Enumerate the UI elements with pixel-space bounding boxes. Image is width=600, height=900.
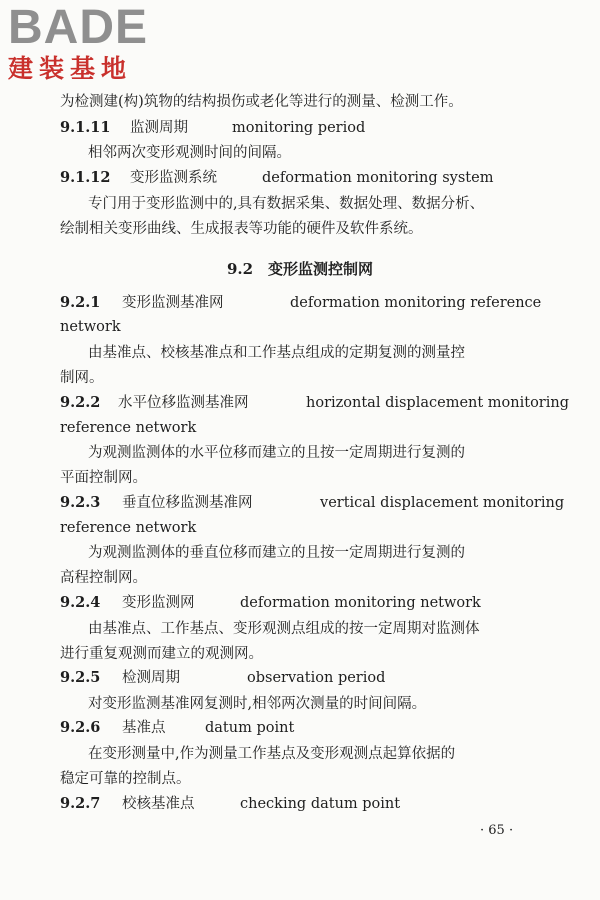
term-number: 9.2.7: [60, 795, 101, 812]
logo-wordmark: BADE: [8, 1, 149, 54]
logo-subtitle: 建装基地: [8, 54, 133, 83]
term-9-2-2: [60, 393, 569, 413]
term-en: deformation monitoring system: [262, 170, 494, 186]
definition-line: 进行重复观测而建立的观测网。: [60, 646, 263, 662]
definition-line: 制网。: [60, 370, 104, 386]
text-line: 为检测建(构)筑物的结构损伤或老化等进行的测量、检测工作。: [60, 94, 463, 110]
term-zh: 监测周期: [130, 120, 188, 136]
term-zh: 基准点: [122, 720, 166, 736]
term-en: datum point: [205, 720, 295, 736]
definition-line: 高程控制网。: [60, 570, 147, 586]
term-en-continued: reference network: [60, 520, 197, 536]
term-zh: 变形监测网: [122, 595, 195, 611]
term-en: vertical displacement monitoring: [320, 495, 565, 511]
term-number: 9.2.1: [60, 294, 101, 311]
definition-line: 为观测监测体的水平位移而建立的且按一定周期进行复测的: [88, 445, 465, 461]
term-en: observation period: [247, 670, 386, 686]
term-zh: 水平位移监测基准网: [118, 395, 249, 411]
term-en-continued: network: [60, 319, 121, 335]
definition-line: 稳定可靠的控制点。: [60, 771, 191, 787]
term-number: 9.2.3: [60, 494, 101, 511]
term-zh: 变形监测系统: [130, 170, 217, 186]
definition-line: 平面控制网。: [60, 470, 147, 486]
definition-line: 由基准点、校核基准点和工作基点组成的定期复测的测量控: [88, 345, 465, 361]
term-number: 9.1.12: [60, 169, 111, 186]
term-en: deformation monitoring reference: [290, 295, 542, 311]
term-number: 9.2.6: [60, 719, 101, 736]
term-9-2-6: [60, 718, 542, 738]
term-9-1-11: [60, 118, 542, 138]
term-number: 9.1.11: [60, 119, 111, 136]
definition-line: 由基准点、工作基点、变形观测点组成的按一定周期对监测体: [88, 621, 480, 637]
term-9-2-4: [60, 593, 542, 613]
definition-line: 在变形测量中,作为测量工作基点及变形观测点起算依据的: [88, 746, 456, 762]
term-9-2-3: [60, 493, 565, 513]
definition-line: 专门用于变形监测中的,具有数据采集、数据处理、数据分析、: [88, 196, 485, 212]
term-9-2-5: [60, 668, 542, 688]
term-en-continued: reference network: [60, 420, 197, 436]
definition-line: 绘制相关变形曲线、生成报表等功能的硬件及软件系统。: [60, 221, 423, 237]
definition-line: 为观测监测体的垂直位移而建立的且按一定周期进行复测的: [88, 545, 465, 561]
term-zh: 校核基准点: [122, 796, 195, 812]
term-number: 9.2.2: [60, 394, 101, 411]
definition-line: 对变形监测基准网复测时,相邻两次测量的时间间隔。: [88, 696, 427, 712]
term-number: 9.2.4: [60, 594, 101, 611]
term-9-2-7: [60, 794, 542, 814]
term-9-1-12: [60, 168, 542, 188]
term-zh: 垂直位移监测基准网: [122, 495, 253, 511]
term-zh: 变形监测基准网: [122, 295, 224, 311]
term-zh: 检测周期: [122, 670, 180, 686]
term-number: 9.2.5: [60, 669, 101, 686]
term-en: checking datum point: [240, 796, 401, 812]
term-en: deformation monitoring network: [240, 595, 481, 611]
term-en: monitoring period: [232, 120, 366, 136]
definition-line: 相邻两次变形观测时间的间隔。: [88, 145, 291, 161]
bade-logo: [8, 1, 178, 84]
term-en: horizontal displacement monitoring: [306, 395, 569, 411]
section-heading: 9.2 变形监测控制网: [226, 260, 374, 278]
term-9-2-1: [60, 293, 542, 313]
page-number: · 65 ·: [480, 823, 514, 838]
